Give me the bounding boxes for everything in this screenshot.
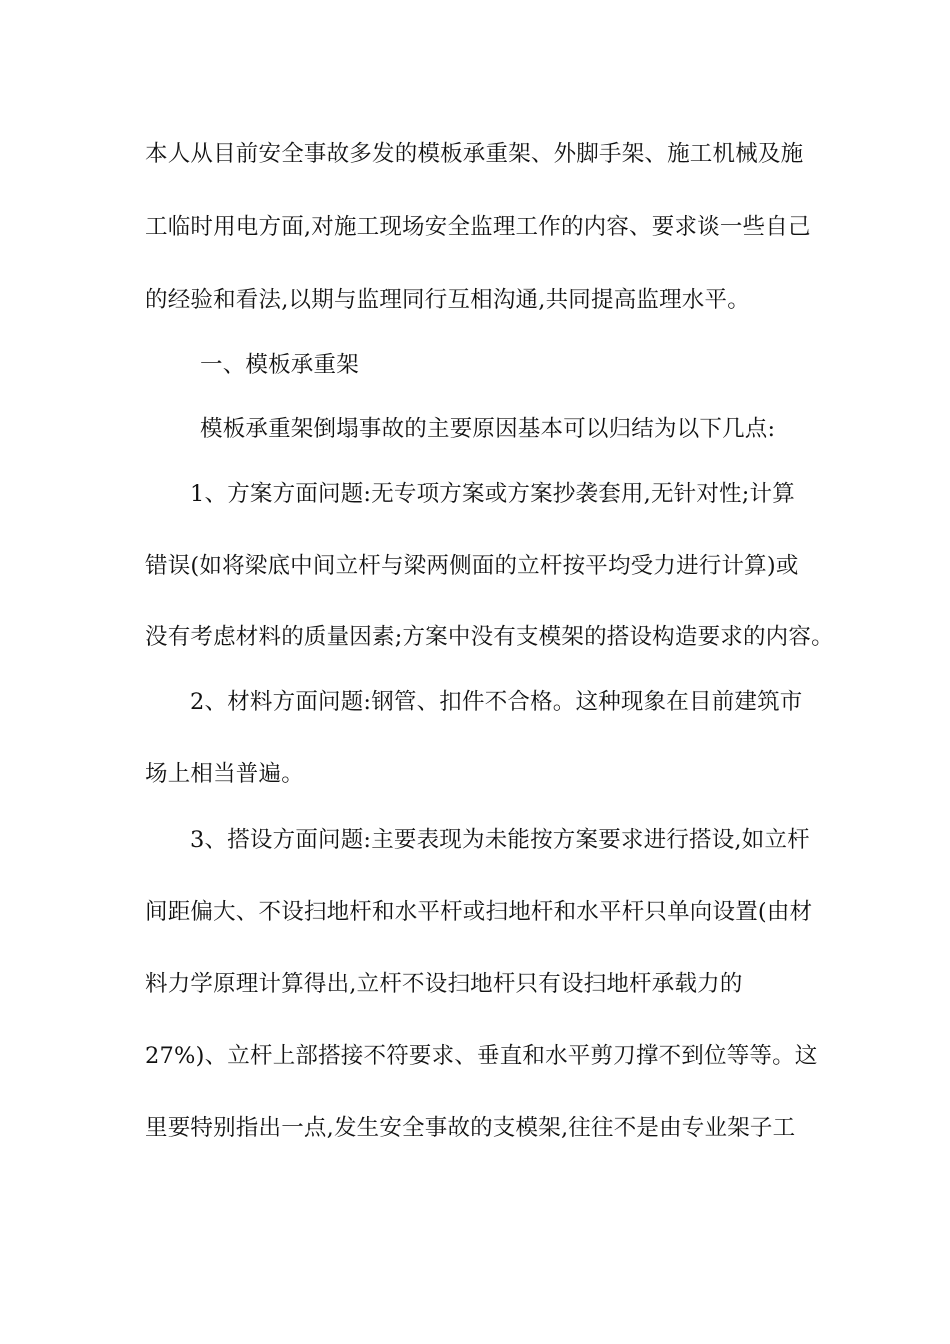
text-line-2: 工临时用电方面,对施工现场安全监理工作的内容、要求谈一些自己 [145, 214, 811, 240]
item-3-line-4: 27%)、立杆上部搭接不符要求、垂直和水平剪刀撑不到位等等。这 [145, 1043, 818, 1069]
text-line-1: 本人从目前安全事故多发的模板承重架、外脚手架、施工机械及施 [145, 141, 804, 167]
item-2-line-1: 2、材料方面问题:钢管、扣件不合格。这种现象在目前建筑市 [190, 689, 803, 715]
item-1-line-3: 没有考虑材料的质量因素;方案中没有支模架的搭设构造要求的内容。 [145, 624, 834, 650]
item-1-line-2: 错误(如将梁底中间立杆与梁两侧面的立杆按平均受力进行计算)或 [145, 553, 799, 579]
item-3-line-1: 3、搭设方面问题:主要表现为未能按方案要求进行搭设,如立杆 [190, 827, 810, 853]
section-intro: 模板承重架倒塌事故的主要原因基本可以归结为以下几点: [200, 416, 776, 442]
item-3-line-5: 里要特别指出一点,发生安全事故的支模架,往往不是由专业架子工 [145, 1115, 796, 1141]
text-line-3: 的经验和看法,以期与监理同行互相沟通,共同提高监理水平。 [145, 287, 750, 313]
section-heading: 一、模板承重架 [200, 352, 359, 378]
item-3-line-3: 料力学原理计算得出,立杆不设扫地杆只有设扫地杆承载力的 [145, 971, 743, 997]
item-2-line-2: 场上相当普遍。 [145, 761, 304, 787]
item-1-line-1: 1、方案方面问题:无专项方案或方案抄袭套用,无针对性;计算 [190, 481, 795, 507]
item-3-line-2: 间距偏大、不设扫地杆和水平杆或扫地杆和水平杆只单向设置(由材 [145, 899, 813, 925]
